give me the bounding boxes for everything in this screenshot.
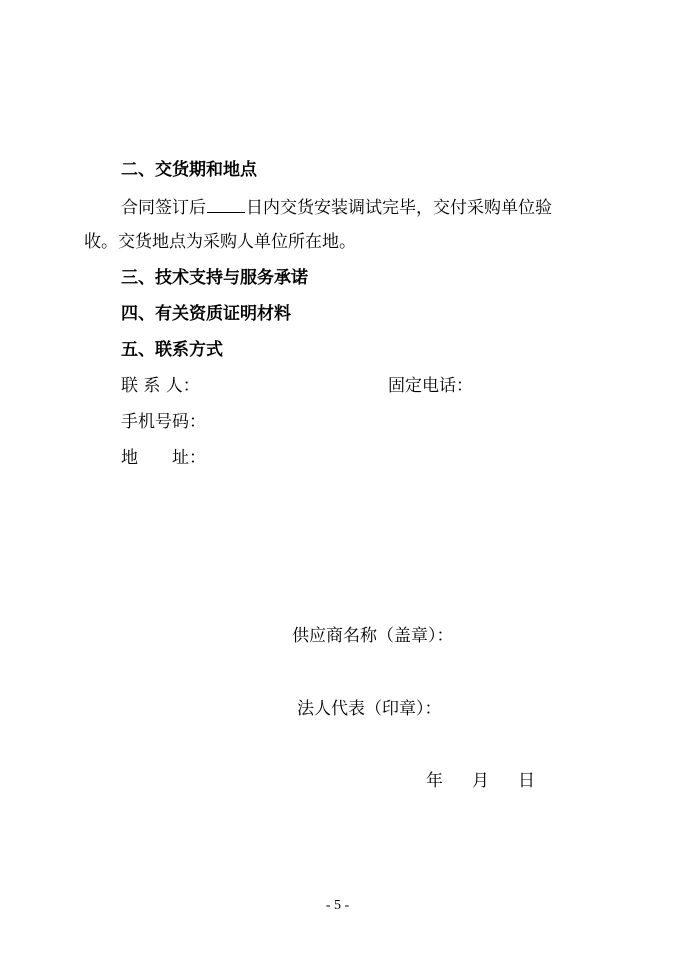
landline-phone-label: 固定电话：: [388, 376, 473, 396]
delivery-paragraph-line1: [121, 196, 552, 218]
contact-heading: 五、联系方式: [121, 340, 223, 360]
address-label: 地 址：: [121, 448, 206, 468]
date-year-label: 年: [426, 771, 443, 791]
date-day-label: 日: [518, 771, 535, 791]
date-month-label: 月: [472, 771, 489, 791]
delivery-heading: 二、交货期和地点: [121, 160, 257, 180]
supplier-name-seal-label: 供应商名称（盖章）：: [292, 626, 454, 646]
qualification-heading: 四、有关资质证明材料: [121, 304, 291, 324]
mobile-number-label: 手机号码：: [121, 412, 206, 432]
contact-person-label: 联 系 人：: [121, 376, 200, 396]
page-number: - 5 -: [325, 898, 350, 913]
delivery-paragraph-line2: 收。交货地点为采购人单位所在地。: [84, 232, 356, 252]
legal-representative-seal-label: 法人代表（印章）：: [297, 699, 442, 719]
delivery-text-part2: 日内交货安装调试完毕，交付采购单位验: [246, 198, 552, 218]
days-blank-field[interactable]: [207, 196, 245, 213]
tech-support-heading: 三、技术支持与服务承诺: [121, 268, 308, 288]
delivery-text-part1: 合同签订后: [121, 198, 206, 218]
